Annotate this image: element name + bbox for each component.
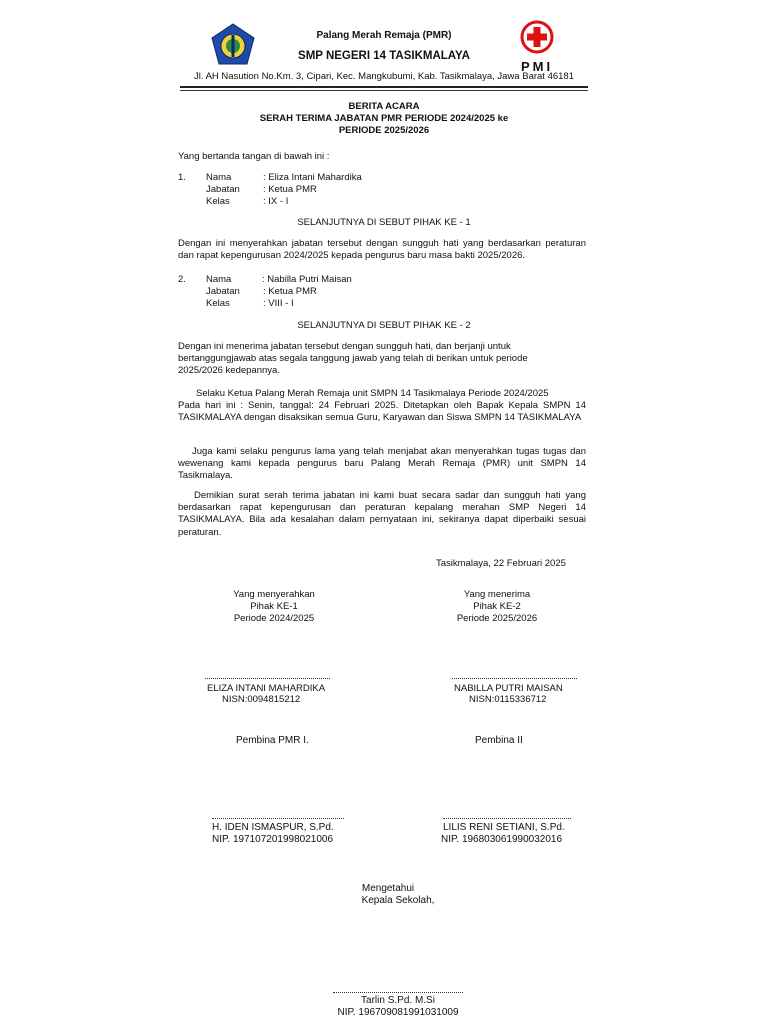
pmi-logo-text: PMI bbox=[520, 59, 554, 74]
doc-title-line2: SERAH TERIMA JABATAN PMR PERIODE 2024/2025 ke bbox=[259, 113, 509, 124]
left-sign-role3: Periode 2024/2025 bbox=[233, 613, 315, 624]
party1-number: 1. bbox=[178, 172, 186, 183]
party1-name-label: Nama bbox=[206, 172, 232, 183]
principal-signature-line bbox=[333, 992, 463, 993]
party1-kelas-label: Kelas bbox=[206, 196, 230, 207]
party1-jabatan-value: : Ketua PMR bbox=[263, 184, 317, 195]
pembina2-title: Pembina II bbox=[475, 735, 523, 746]
right-sign-role2: Pihak KE-2 bbox=[473, 601, 521, 612]
party2-number: 2. bbox=[178, 274, 186, 285]
party2-kelas-value: : VIII - I bbox=[263, 298, 294, 309]
pembina1-name: H. IDEN ISMASPUR, S.Pd. bbox=[212, 822, 334, 833]
right-sign-role1: Yang menerima bbox=[463, 589, 531, 600]
party2-jabatan-value: : Ketua PMR bbox=[263, 286, 317, 297]
party1-jabatan-label: Jabatan bbox=[206, 184, 240, 195]
pmi-logo bbox=[517, 20, 557, 72]
doc-title-line3: PERIODE 2025/2026 bbox=[338, 125, 430, 136]
paragraph1-body: Pada hari ini : Senin, tanggal: 24 Februari 2025. Ditetapkan oleh Bapak Kepala SMPN 14 TASIKMALAYA dengan disaksikan semua Guru, Karyawan dan Siswa SMPN 14 TASIKMALAYA bbox=[178, 400, 586, 424]
party2-kelas-label: Kelas bbox=[206, 298, 230, 309]
header-divider-thin bbox=[180, 90, 588, 91]
left-sign-id: NISN:0094815212 bbox=[222, 694, 301, 705]
doc-title-line1: BERITA ACARA bbox=[348, 101, 420, 112]
right-sign-id: NISN:0115336712 bbox=[469, 694, 547, 705]
principal-name: Tarlin S.Pd. M.Si bbox=[361, 995, 435, 1006]
left-sign-role1: Yang menyerahkan bbox=[233, 589, 315, 600]
left-signature-line bbox=[205, 678, 330, 679]
party2-name-value: : Nabilla Putri Maisan bbox=[262, 274, 352, 285]
school-name: SMP NEGERI 14 TASIKMALAYA bbox=[298, 50, 470, 62]
party2-statement: Dengan ini menerima jabatan tersebut dengan sungguh hati, dan berjanji untuk bertanggungjawab atas segala tanggung jawab yang telah di berikan untuk periode 2025/2026 kedepannya. bbox=[178, 341, 528, 377]
left-sign-role2: Pihak KE-1 bbox=[250, 601, 298, 612]
principal-id: NIP. 196709081991031009 bbox=[337, 1007, 459, 1018]
paragraph1-first-line: Selaku Ketua Palang Merah Remaja unit SMPN 14 Tasikmalaya Periode 2024/2025 bbox=[196, 388, 549, 399]
right-signature-line bbox=[452, 678, 577, 679]
header-divider bbox=[180, 86, 588, 88]
paragraph3: Demikian surat serah terima jabatan ini kami buat secara sadar dan sungguh hati yang berdasarkan rapat kepengurusan dan peraturan kepalang merahan SMP Negeri 14 TASIKMALAYA. Bila ada kesalahan dalam pernyataan ini, sekiranya dapat diperbaiki sesuai peraturan. bbox=[178, 490, 586, 538]
pembina1-id: NIP. 197107201998021006 bbox=[212, 834, 334, 845]
pembina2-id: NIP. 196803061990032016 bbox=[441, 834, 563, 845]
pembina2-signature-line bbox=[443, 818, 571, 819]
intro-text: Yang bertanda tangan di bawah ini : bbox=[178, 151, 330, 162]
pembina2-name: LILIS RENI SETIANI, S.Pd. bbox=[443, 822, 565, 833]
principal-label1: Mengetahui bbox=[361, 883, 415, 894]
principal-label2: Kepala Sekolah, bbox=[361, 895, 435, 906]
party2-designation: SELANJUTNYA DI SEBUT PIHAK KE - 2 bbox=[297, 320, 471, 331]
party1-kelas-value: : IX - I bbox=[263, 196, 289, 207]
pembina1-title: Pembina PMR I. bbox=[236, 735, 309, 746]
party1-designation: SELANJUTNYA DI SEBUT PIHAK KE - 1 bbox=[297, 217, 471, 228]
party1-statement: Dengan ini menyerahkan jabatan tersebut dengan sungguh hati yang berdasarkan peraturan dan rapat kepengurusan 2024/2025 kepada pengurus baru masa bakti 2025/2026. bbox=[178, 238, 586, 262]
right-sign-name: NABILLA PUTRI MAISAN bbox=[454, 683, 563, 694]
pembina1-signature-line bbox=[212, 818, 344, 819]
left-sign-name: ELIZA INTANI MAHARDIKA bbox=[207, 683, 326, 694]
party1-name-value: : Eliza Intani Mahardika bbox=[263, 172, 362, 183]
party2-jabatan-label: Jabatan bbox=[206, 286, 240, 297]
school-address: Jl. AH Nasution No.Km. 3, Cipari, Kec. Mangkubumi, Kab. Tasikmalaya, Jawa Barat 46181 bbox=[193, 71, 574, 82]
place-date: Tasikmalaya, 22 Februari 2025 bbox=[436, 558, 566, 569]
party2-name-label: Nama bbox=[206, 274, 232, 285]
paragraph2: Juga kami selaku pengurus lama yang telah menjabat akan menyerahkan tugas tugas dan wewenang kami kepada pengurus baru Palang Merah Remaja (PMR) unit SMPN 14 Tasikmalaya. bbox=[178, 446, 586, 482]
org-name: Palang Merah Remaja (PMR) bbox=[316, 30, 452, 41]
right-sign-role3: Periode 2025/2026 bbox=[456, 613, 538, 624]
